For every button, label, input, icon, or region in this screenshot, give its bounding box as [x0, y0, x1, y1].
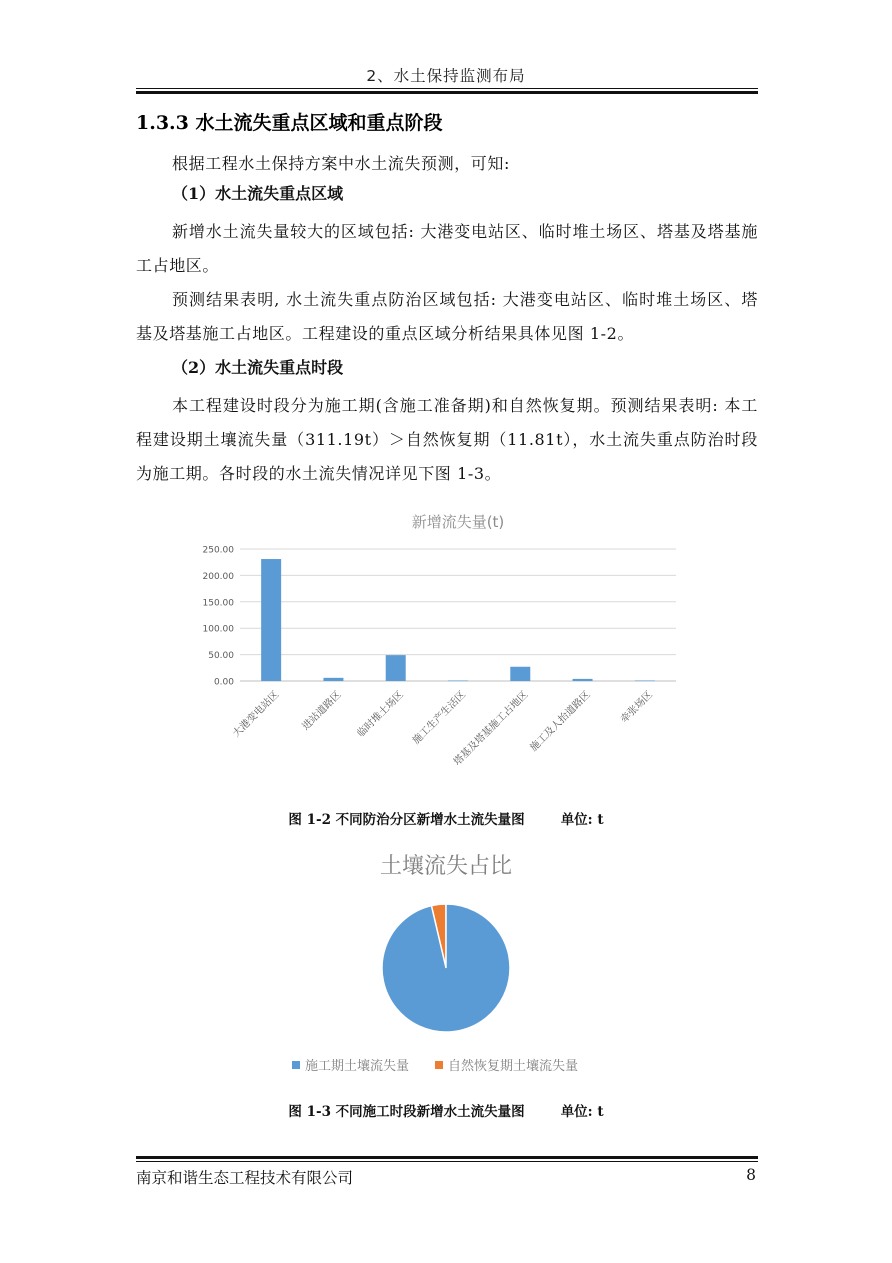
bar-4: [448, 680, 468, 681]
bar-chart-new-erosion: [198, 503, 690, 793]
bar-y-tick-label: 100.00: [202, 624, 234, 635]
bar-7: [635, 680, 655, 681]
bar-y-tick-label: 50.00: [208, 651, 234, 662]
bar-x-tick-label: 施工生产生活区: [410, 689, 469, 747]
figure-1-3-caption: [0, 1100, 892, 1120]
header-rule-thick: [136, 91, 758, 94]
header-rule-thin: [136, 88, 758, 89]
bar-y-tick-label: 0.00: [213, 677, 234, 688]
footer-company: 南京和谐生态工程技术有限公司: [136, 1169, 354, 1187]
legend-label-construction: 施工期土壤流失量: [305, 1059, 410, 1074]
bar-y-tick-label: 200.00: [202, 571, 234, 582]
bar-chart-title: 新增流失量(t): [411, 513, 505, 531]
figure-1-2-unit: 单位: t: [560, 812, 604, 828]
legend-swatch-recovery: [435, 1061, 443, 1069]
page-number: 8: [746, 1166, 756, 1184]
bar-y-tick-label: 150.00: [202, 598, 234, 609]
footer-rule-thick: [136, 1156, 758, 1159]
pie-slice-1: [382, 904, 510, 1032]
paragraph-key-periods: 本工程建设时段分为施工期(含施工准备期)和自然恢复期。预测结果表明: 本工程建设期土壤流失量（311.19t）＞自然恢复期（11.81t），水土流失重点防治时段为施工期。各时段的水土流失情况详见下图 1-3。: [136, 396, 758, 483]
figure-1-2-caption: [0, 808, 892, 828]
bar-2: [323, 678, 343, 681]
pie-chart-title: 土壤流失占比: [379, 854, 513, 879]
intro-paragraph: 根据工程水土保持方案中水土流失预测，可知:: [172, 154, 510, 173]
figure-1-3-title: 图 1-3 不同施工时段新增水土流失量图: [288, 1104, 525, 1120]
bar-x-tick-label: 牵张场区: [618, 689, 655, 726]
paragraph-key-areas-1: 新增水土流失量较大的区域包括: 大港变电站区、临时堆土场区、塔基及塔基施工占地区。: [136, 222, 758, 275]
bar-1: [261, 559, 281, 681]
legend-label-recovery: 自然恢复期土壤流失量: [448, 1059, 579, 1074]
bar-5: [510, 667, 530, 681]
pie-chart-soil-loss-share: [286, 842, 608, 1090]
bar-6: [573, 679, 593, 681]
bar-x-tick-label: 临时堆土场区: [355, 689, 406, 740]
running-header: 2、水土保持监测布局: [366, 67, 526, 85]
section-title: 1.3.3 水土流失重点区域和重点阶段: [136, 112, 443, 134]
subheading-key-areas: （1）水土流失重点区域: [172, 184, 344, 203]
subheading-key-periods: （2）水土流失重点时段: [172, 358, 344, 377]
footer-rule-thin: [136, 1161, 758, 1162]
figure-1-2-title: 图 1-2 不同防治分区新增水土流失量图: [288, 812, 525, 828]
figure-1-3-unit: 单位: t: [560, 1104, 604, 1120]
bar-x-tick-label: 塔基及塔基施工占地区: [451, 689, 531, 768]
legend-swatch-construction: [292, 1061, 300, 1069]
bar-x-tick-label: 施工及人抬道路区: [528, 689, 593, 754]
bar-x-tick-label: 进站道路区: [300, 689, 344, 733]
bar-3: [386, 655, 406, 681]
paragraph-key-areas-2: 预测结果表明, 水土流失重点防治区域包括: 大港变电站区、临时堆土场区、塔基及塔基施工占地区。工程建设的重点区域分析结果具体见图 1-2。: [136, 290, 758, 343]
bar-y-tick-label: 250.00: [202, 545, 234, 556]
bar-x-tick-label: 大港变电站区: [231, 689, 282, 740]
